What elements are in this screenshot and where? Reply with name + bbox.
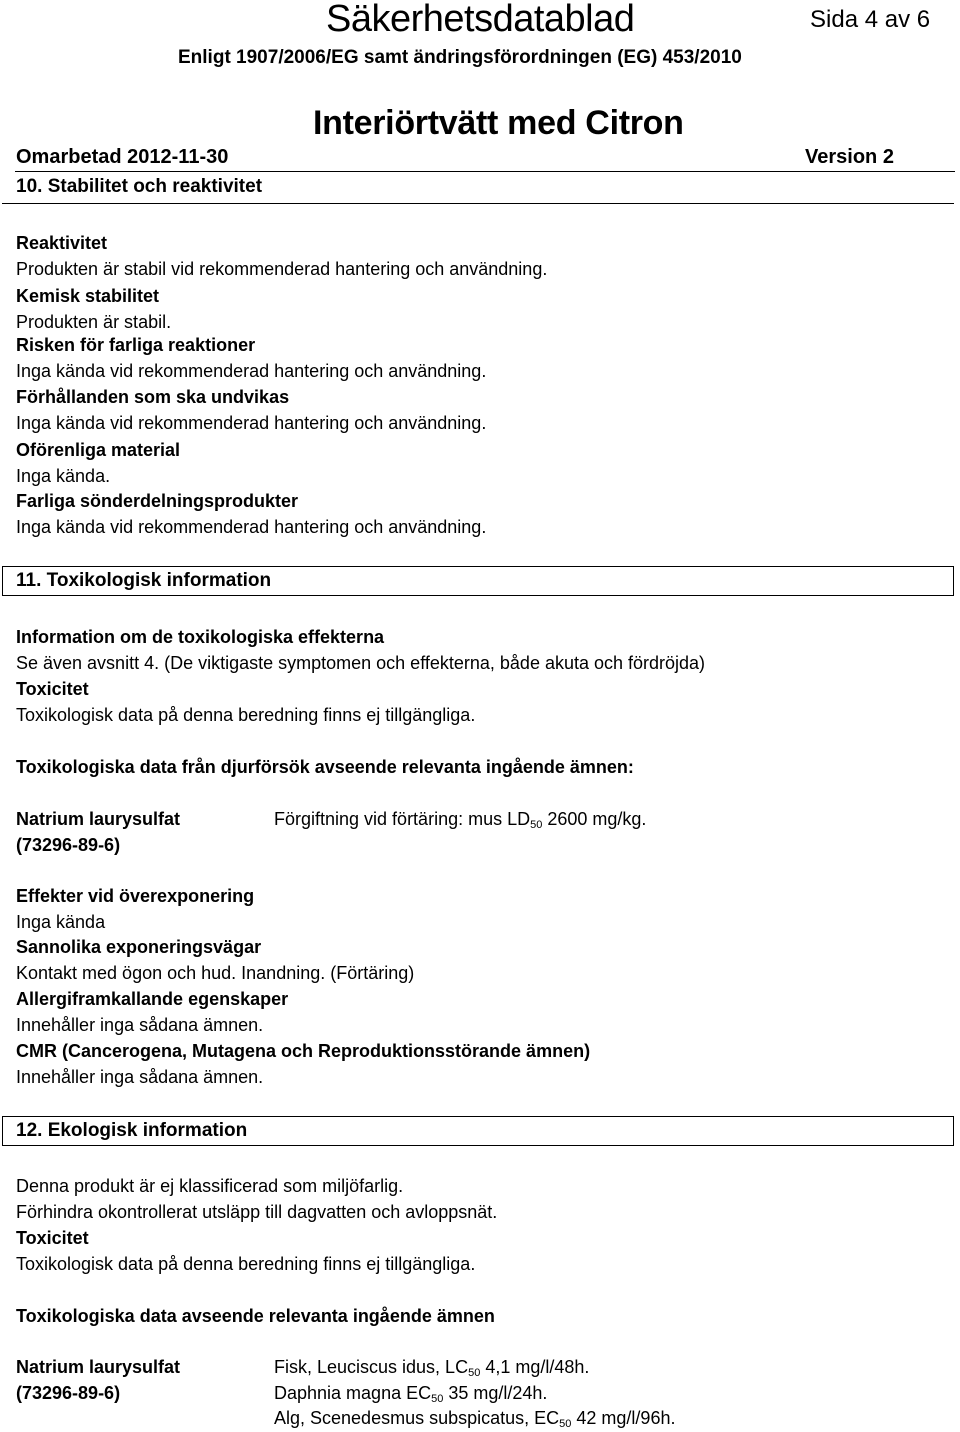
- toxicological-effects-heading: Information om de toxikologiska effekterna: [16, 627, 385, 647]
- product-name: Interiörtvätt med Citron: [313, 104, 684, 142]
- section-12-title: 12. Ekologisk information: [16, 1120, 248, 1141]
- allergenic-properties-heading: Allergiframkallande egenskaper: [16, 989, 289, 1009]
- allergenic-properties-text: Innehåller inga sådana ämnen.: [16, 1015, 264, 1035]
- section-12-box: [2, 1116, 954, 1146]
- incompatible-materials-text: Inga kända.: [16, 466, 111, 486]
- hazardous-reactions-text: Inga kända vid rekommenderad hantering och användning.: [16, 361, 487, 381]
- version-label: Version 2: [805, 146, 894, 168]
- substance-name: Natrium laurysulfat: [16, 809, 181, 829]
- regulation-subtitle: Enligt 1907/2006/EG samt ändringsförordningen (EG) 453/2010: [178, 47, 742, 68]
- substance-cas: (73296-89-6): [16, 835, 121, 855]
- toxicological-effects-text: Se även avsnitt 4. (De viktigaste symptomen och effekterna, både akuta och fördröjda): [16, 653, 706, 673]
- decomposition-products-text: Inga kända vid rekommenderad hantering och användning.: [16, 517, 487, 537]
- reactivity-heading: Reaktivitet: [16, 233, 108, 253]
- eco-substance-cas: (73296-89-6): [16, 1383, 121, 1403]
- decomposition-products-heading: Farliga sönderdelningsprodukter: [16, 491, 299, 511]
- eco-classification-text: Denna produkt är ej klassificerad som miljöfarlig.: [16, 1176, 404, 1196]
- overexposure-text: Inga kända: [16, 912, 106, 932]
- eco-value-algae: Alg, Scenedesmus subspicatus, $EC_{50}$ 42 mg/l/96h.: [274, 1408, 676, 1430]
- section-10-rule: [2, 203, 954, 204]
- toxicity-text: Toxikologisk data på denna beredning finns ej tillgängliga.: [16, 705, 476, 725]
- exposure-routes-text: Kontakt med ögon och hud. Inandning. (Förtäring): [16, 963, 415, 983]
- section-10-title: 10. Stabilitet och reaktivitet: [16, 176, 263, 197]
- eco-toxicity-heading: Toxicitet: [16, 1228, 89, 1248]
- page-number: Sida 4 av 6: [810, 6, 931, 33]
- hazardous-reactions-heading: Risken för farliga reaktioner: [16, 335, 256, 355]
- eco-data-heading: Toxikologiska data avseende relevanta ingående ämnen: [16, 1306, 495, 1326]
- eco-release-text: Förhindra okontrollerat utsläpp till dagvatten och avloppsnät.: [16, 1202, 498, 1222]
- eco-substance-name: Natrium laurysulfat: [16, 1357, 181, 1377]
- document-title: Säkerhetsdatablad: [326, 0, 635, 40]
- eco-toxicity-text: Toxikologisk data på denna beredning finns ej tillgängliga.: [16, 1254, 476, 1274]
- conditions-to-avoid-text: Inga kända vid rekommenderad hantering och användning.: [16, 413, 487, 433]
- exposure-routes-heading: Sannolika exponeringsvägar: [16, 937, 262, 957]
- eco-value-fish: Fisk, Leuciscus idus, $LC_{50}$ 4,1 mg/l/48h.: [274, 1357, 590, 1379]
- section-11-box: [2, 566, 954, 596]
- section-11-title: 11. Toxikologisk information: [16, 570, 272, 591]
- substance-ld50-value: Förgiftning vid förtäring: mus $LD_{50}$ 2600 mg/kg.: [274, 809, 647, 831]
- chemical-stability-text: Produkten är stabil.: [16, 312, 172, 332]
- chemical-stability-heading: Kemisk stabilitet: [16, 286, 160, 306]
- eco-value-daphnia: Daphnia magna $EC_{50}$ 35 mg/l/24h.: [274, 1383, 548, 1405]
- overexposure-heading: Effekter vid överexponering: [16, 886, 255, 906]
- conditions-to-avoid-heading: Förhållanden som ska undvikas: [16, 387, 290, 407]
- toxicity-heading: Toxicitet: [16, 679, 89, 699]
- header-rule: [15, 171, 955, 172]
- cmr-text: Innehåller inga sådana ämnen.: [16, 1067, 264, 1087]
- incompatible-materials-heading: Oförenliga material: [16, 440, 181, 460]
- revision-date: Omarbetad 2012-11-30: [16, 146, 229, 168]
- reactivity-text: Produkten är stabil vid rekommenderad hantering och användning.: [16, 259, 548, 279]
- animal-test-heading: Toxikologiska data från djurförsök avseende relevanta ingående ämnen:: [16, 757, 634, 777]
- cmr-heading: CMR (Cancerogena, Mutagena och Reproduktionsstörande ämnen): [16, 1041, 591, 1061]
